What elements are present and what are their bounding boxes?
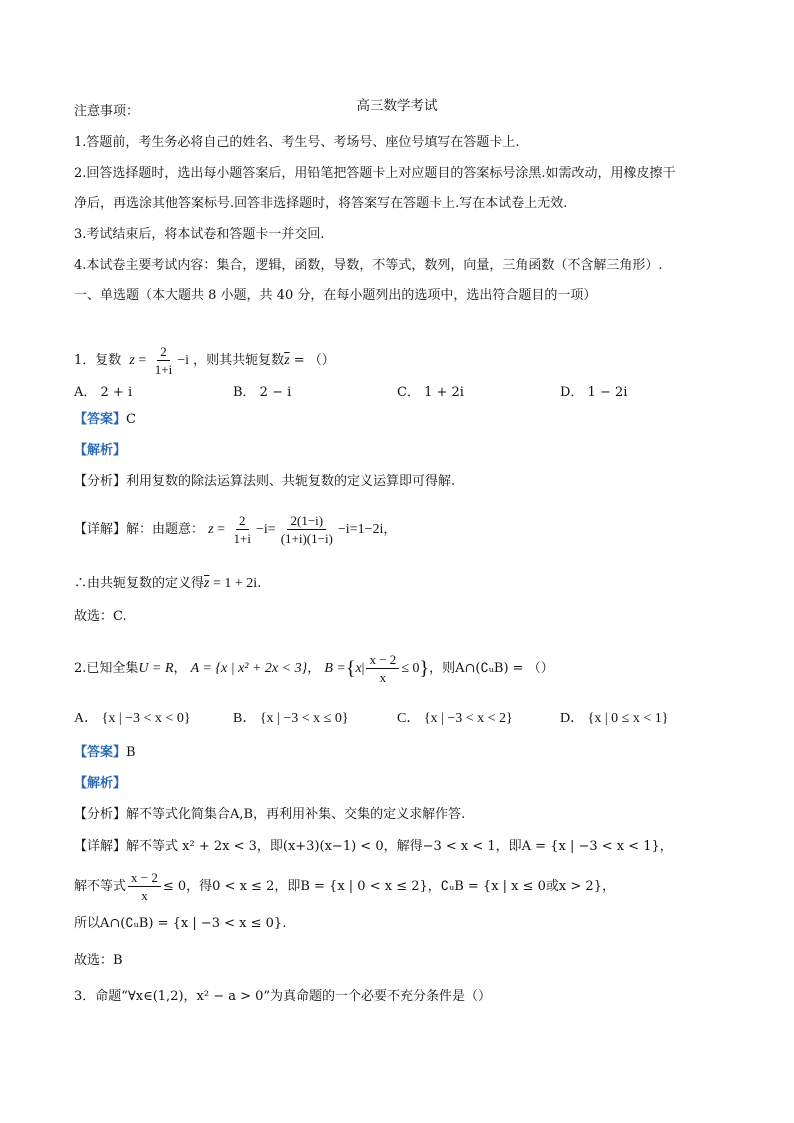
q1-eq: = (134, 353, 150, 368)
q2-analysis-tag (74, 775, 126, 793)
q1-fraction-num: 2 (157, 344, 170, 361)
q1-detail-line: 【详解】解：由题意： z = $\frac{2}{1+i}$ −i= $\frac{2(1-i)}{(1+i)(1-i)}$ −i=1−2i， (74, 513, 397, 546)
q1-analysis-tag (74, 442, 126, 460)
q1-conclusion-prefix: ∴由共轭复数的定义得 (74, 576, 205, 591)
q1-detail-frac1-den: 1+i (233, 531, 251, 546)
q2-set-b-x: x (355, 661, 362, 676)
notice-item-1: 1.答题前，考生务必将自己的姓名、考生号、考场号、座位号填写在答题卡上. (74, 135, 520, 150)
q1-detail-prefix: 解：由题意： (126, 522, 205, 537)
q1-conclusion (74, 575, 261, 593)
q1-detail-frac2-num: 2(1−i) (287, 513, 326, 530)
q1-option-a: A． 2 + i (74, 385, 133, 400)
fenxi-tag: 【分析】 (74, 474, 127, 489)
q2-detail-line2 (74, 870, 615, 903)
q2-set-b-frac (366, 652, 399, 685)
q1-detail-eq: = (213, 522, 229, 537)
q2-detail2-den: x (141, 888, 148, 903)
q1-prefix: 1．复数 (74, 353, 122, 368)
q2-prefix: 2.已知全集 (74, 661, 139, 676)
answer-tag: 【答案】 (74, 412, 127, 427)
q2-option-b: B． {x | −3 < x ≤ 0} (233, 711, 349, 726)
q1-option-c: C． 1 + 2i (397, 385, 464, 400)
q1-fenxi-line (74, 473, 455, 491)
q1-detail-frac2 (278, 513, 336, 546)
q2-set-b-post: ≤ 0 (401, 661, 420, 676)
q1-detail-minus-i: −i (255, 522, 268, 537)
q1-z: z (129, 353, 135, 368)
q1-detail-frac1 (231, 513, 254, 546)
q1-detail-end: ， (383, 522, 397, 537)
q2-stem: 2.已知全集U = R， A = {x | x² + 2x < 3}， B ={x| $\frac{x - 2}{x}$ ≤ 0}，则A∩(∁ᵤB) = （） (74, 652, 554, 685)
q1-choose: 故选：C. (74, 609, 127, 624)
q2-fenxi-line (74, 806, 465, 824)
q2-fenxi: 解不等式化简集合A,B，再利用补集、交集的定义求解作答. (126, 807, 466, 822)
q1-answer-line (74, 411, 136, 429)
notice-item-3: 3.考试结束后，将本试卷和答题卡一并交回. (74, 227, 325, 242)
q2-detail2-post: ≤ 0，得0 < x ≤ 2，即B = {x | 0 < x ≤ 2}，∁ᵤB = {x | x ≤ 0或x > 2}， (162, 879, 615, 894)
q2-set-a: A = {x | x² + 2x < 3} (190, 661, 308, 676)
q1-fenxi: 利用复数的除法运算法则、共轭复数的定义运算即可得解. (126, 474, 456, 489)
q1-conclusion-zbar: $\overline{z}$ (204, 576, 210, 591)
q1-mid: ，则其共轭复数 (193, 353, 285, 368)
q2-detail-line1 (74, 838, 673, 856)
q1-answer: C (126, 412, 136, 427)
q1-conclusion-end: . (257, 576, 262, 591)
q1-option-b: B． 2 − i (233, 385, 292, 400)
q1-option-d: D． 1 − 2i (560, 385, 628, 400)
q2-universe: U = R (138, 661, 174, 676)
q2-option-a: A． {x | −3 < x < 0} (74, 711, 191, 726)
q1-detail-result: −i=1−2i (337, 522, 384, 537)
q1-detail-z: z (208, 522, 214, 537)
q2-detail2-frac (128, 870, 161, 903)
q2-set-b-pre: B = (324, 661, 346, 676)
q1-fraction (152, 344, 175, 377)
q2-option-c: C． {x | −3 < x < 2} (397, 711, 513, 726)
q2-set-b-num: x − 2 (366, 652, 399, 669)
analysis-tag: 【解析】 (74, 443, 127, 458)
notice-item-2: 2.回答选择题时，选出每小题答案后，用铅笔把答题卡上对应题目的答案标号涂黑.如需改动，用橡皮擦干 (74, 166, 676, 181)
q2-option-d: D． {x | 0 ≤ x < 1} (560, 711, 669, 726)
q1-detail-frac2-den: (1+i)(1−i) (280, 531, 333, 546)
q2-detail1: 解不等式 x² + 2x < 3，即(x+3)(x−1) < 0，解得−3 < x < 1，即A = {x | −3 < x < 1}， (126, 839, 673, 854)
q2-detail-tag: 【详解】 (74, 839, 127, 854)
q1-detail-frac1-num: 2 (236, 513, 249, 530)
q2-answer: B (126, 745, 136, 760)
notice-heading: 注意事项： (74, 104, 140, 119)
q1-stem (74, 344, 335, 377)
q1-tail: = （） (289, 353, 335, 368)
q1-zbar: $\overline{z}$ (284, 353, 290, 368)
q1-conclusion-eq: = 1 + 2i (209, 576, 258, 591)
q2-analysis-label: 【解析】 (74, 776, 127, 791)
q1-fraction-den: 1+i (154, 362, 173, 377)
q3-stem: 3．命题“∀x∈(1,2)，x² − a > 0”为真命题的一个必要不充分条件是（） (74, 989, 492, 1004)
q2-choose: 故选：B (74, 953, 123, 968)
q2-detail-line3: 所以A∩(∁ᵤB) = {x | −3 < x ≤ 0}. (74, 916, 287, 931)
q2-tail: ，则A∩(∁ᵤB) = （） (429, 661, 554, 676)
q2-answer-tag: 【答案】 (74, 745, 127, 760)
q2-fenxi-tag: 【分析】 (74, 807, 127, 822)
q1-minus-i: −i (177, 353, 190, 368)
q2-answer-line (74, 744, 136, 762)
detail-tag: 【详解】 (74, 522, 127, 537)
notice-item-2-cont: 净后，再选涂其他答案标号.回答非选择题时，将答案写在答题卡上.写在本试卷上无效. (74, 196, 568, 211)
q2-set-b-den: x (379, 670, 387, 685)
q2-detail2-pre: 解不等式 (74, 879, 127, 894)
notice-item-4: 4.本试卷主要考试内容：集合，逻辑，函数，导数，不等式，数列，向量，三角函数（不含解三角形）. (74, 258, 663, 273)
q2-detail2-num: x − 2 (128, 870, 161, 887)
page-title: 高三数学考试 (356, 98, 438, 114)
section-heading: 一、单选题（本大题共 8 小题，共 40 分，在每小题列出的选项中，选出符合题目的一项） (74, 288, 597, 303)
